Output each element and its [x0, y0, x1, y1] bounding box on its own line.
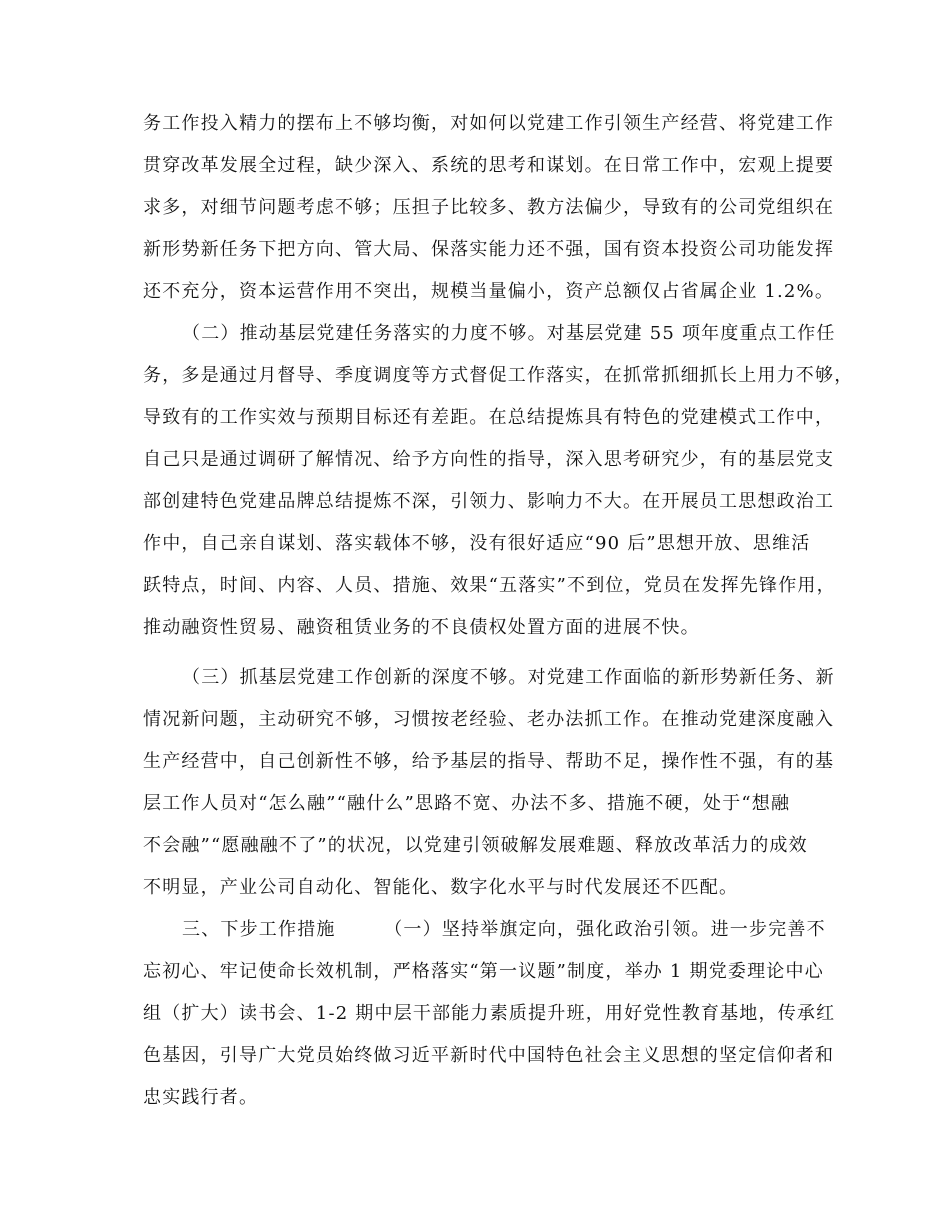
text-line: 部创建特色党建品牌总结提炼不深，引领力、影响力不大。在开展员工思想政治工 — [143, 491, 835, 512]
text-line: 不明显，产业公司自动化、智能化、数字化水平与时代发展还不匹配。 — [143, 877, 739, 898]
text-line: 导致有的工作实效与预期目标还有差距。在总结提炼具有特色的党建模式工作中， — [143, 407, 835, 428]
text-line: 生产经营中，自己创新性不够，给予基层的指导、帮助不足，操作性不强，有的基 — [143, 751, 835, 772]
text-line: 贯穿改革发展全过程，缺少深入、系统的思考和谋划。在日常工作中，宏观上提要 — [143, 155, 835, 176]
text-line: 求多，对细节问题考虑不够；压担子比较多、教方法偏少，导致有的公司党组织在 — [143, 197, 835, 218]
text-line: 还不充分，资本运营作用不突出，规模当量偏小，资产总额仅占省属企业 1.2%。 — [143, 281, 835, 302]
text-line: 忠实践行者。 — [143, 1087, 259, 1108]
text-line: 不会融”“愿融融不了”的状况，以党建引领破解发展难题、释放改革活力的成效 — [143, 835, 808, 856]
text-line: 新形势新任务下把方向、管大局、保落实能力还不强，国有资本投资公司功能发挥 — [143, 239, 835, 260]
text-line: 务工作投入精力的摆布上不够均衡，对如何以党建工作引领生产经营、将党建工作 — [143, 113, 835, 134]
text-line: 自己只是通过调研了解情况、给予方向性的指导，深入思考研究少，有的基层党支 — [143, 449, 835, 470]
paragraph-heading: （三）抓基层党建工作创新的深度不够。对党建工作面临的新形势新任务、新 — [182, 667, 835, 688]
text-line: 跃特点，时间、内容、人员、措施、效果“五落实”不到位，党员在发挥先锋作用， — [143, 575, 836, 596]
text-line: 色基因，引导广大党员始终做习近平新时代中国特色社会主义思想的坚定信仰者和 — [143, 1045, 835, 1066]
text-line: 作中，自己亲自谋划、落实载体不够，没有很好适应“90 后”思想开放、思维活 — [143, 533, 811, 554]
text-line: 推动融资性贸易、融资租赁业务的不良债权处置方面的进展不快。 — [143, 617, 700, 638]
text-line: 忘初心、牢记使命长效机制，严格落实“第一议题”制度，举办 1 期党委理论中心 — [143, 961, 824, 982]
text-line: 务，多是通过月督导、季度调度等方式督促工作落实，在抓常抓细抓长上用力不够， — [143, 365, 854, 386]
paragraph-heading: （二）推动基层党建任务落实的力度不够。对基层党建 55 项年度重点工作任 — [182, 323, 836, 344]
text-line: 组（扩大）读书会、1-2 期中层干部能力素质提升班，用好党性教育基地，传承红 — [143, 1003, 836, 1024]
text-line: 情况新问题，主动研究不够，习惯按老经验、老办法抓工作。在推动党建深度融入 — [143, 709, 835, 730]
section-heading: 三、下步工作措施 （一）坚持举旗定向，强化政治引领。进一步完善不 — [182, 919, 826, 940]
text-line: 层工作人员对“怎么融”“融什么”思路不宽、办法不多、措施不硬，处于“想融 — [143, 793, 791, 814]
